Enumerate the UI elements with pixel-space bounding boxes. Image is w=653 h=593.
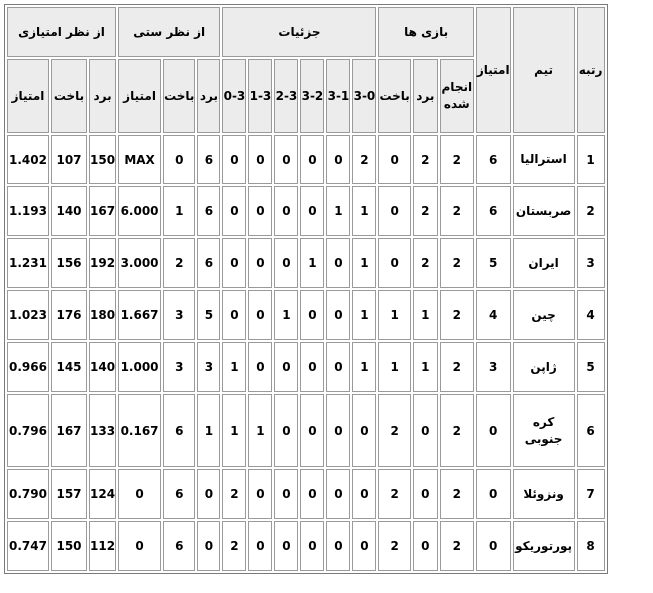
cell-pts-won: 140 (89, 342, 116, 392)
table-row (7, 394, 605, 467)
header-sets-lost: باخت (163, 59, 195, 133)
cell-score-3-2: 1 (300, 238, 324, 288)
cell-pts-lost: 150 (51, 521, 87, 571)
cell-pts-won: 150 (89, 135, 116, 184)
cell-sets-lost: 6 (163, 394, 195, 467)
cell-pts-ratio: 0.966 (7, 342, 49, 392)
cell-rank: 8 (577, 521, 605, 571)
header-score-1-3: 1-3 (248, 59, 272, 133)
cell-lost: 2 (378, 469, 410, 519)
header-sets: از نظر ستی (118, 7, 220, 57)
cell-pts-ratio: 0.790 (7, 469, 49, 519)
cell-score-3-2: 0 (300, 394, 324, 467)
cell-pts-ratio: 0.747 (7, 521, 49, 571)
table-row (7, 521, 605, 571)
cell-points: 5 (476, 238, 511, 288)
cell-sets-lost: 3 (163, 290, 195, 340)
cell-won: 1 (413, 342, 438, 392)
cell-points: 6 (476, 186, 511, 236)
header-rank: رتبه (577, 7, 605, 133)
cell-pts-ratio: 0.796 (7, 394, 49, 467)
cell-score-0-3: 1 (222, 394, 246, 467)
cell-score-3-1: 0 (326, 394, 350, 467)
cell-sets-ratio: 0 (118, 469, 161, 519)
cell-rank: 4 (577, 290, 605, 340)
table-row (7, 342, 605, 392)
cell-pts-ratio: 1.231 (7, 238, 49, 288)
cell-pts-lost: 145 (51, 342, 87, 392)
cell-sets-won: 1 (197, 394, 220, 467)
cell-team: چین (513, 290, 575, 340)
cell-score-3-0: 1 (352, 290, 376, 340)
cell-sets-won: 0 (197, 469, 220, 519)
cell-pts-ratio: 1.023 (7, 290, 49, 340)
cell-sets-ratio: 0 (118, 521, 161, 571)
cell-won: 2 (413, 186, 438, 236)
header-pts-ratio: امتیاز (7, 59, 49, 133)
cell-lost: 0 (378, 186, 410, 236)
cell-team: ایران (513, 238, 575, 288)
cell-score-1-3: 0 (248, 521, 272, 571)
header-lost: باخت (378, 59, 410, 133)
header-score-2-3: 2-3 (274, 59, 298, 133)
cell-team: پورتوریکو (513, 521, 575, 571)
cell-score-2-3: 0 (274, 186, 298, 236)
cell-pts-lost: 140 (51, 186, 87, 236)
cell-won: 0 (413, 521, 438, 571)
cell-score-3-2: 0 (300, 342, 324, 392)
cell-score-0-3: 1 (222, 342, 246, 392)
table-row (7, 469, 605, 519)
cell-lost: 1 (378, 290, 410, 340)
header-played: انجام شده (440, 59, 474, 133)
cell-played: 2 (440, 135, 474, 184)
cell-score-3-1: 0 (326, 521, 350, 571)
table-row (7, 186, 605, 236)
cell-pts-lost: 156 (51, 238, 87, 288)
cell-score-1-3: 0 (248, 135, 272, 184)
cell-pts-won: 192 (89, 238, 116, 288)
cell-score-3-2: 0 (300, 469, 324, 519)
cell-rank: 2 (577, 186, 605, 236)
cell-score-2-3: 0 (274, 394, 298, 467)
cell-score-3-1: 0 (326, 290, 350, 340)
cell-score-3-1: 0 (326, 469, 350, 519)
cell-score-0-3: 0 (222, 186, 246, 236)
cell-won: 0 (413, 469, 438, 519)
cell-sets-ratio: 0.167 (118, 394, 161, 467)
cell-sets-ratio: 6.000 (118, 186, 161, 236)
cell-sets-ratio: 3.000 (118, 238, 161, 288)
cell-score-3-2: 0 (300, 521, 324, 571)
cell-lost: 2 (378, 521, 410, 571)
header-sets-ratio: امتیاز (118, 59, 161, 133)
cell-sets-won: 0 (197, 521, 220, 571)
header-sets-won: برد (197, 59, 220, 133)
cell-pts-won: 112 (89, 521, 116, 571)
cell-rank: 6 (577, 394, 605, 467)
cell-score-2-3: 0 (274, 342, 298, 392)
cell-sets-lost: 2 (163, 238, 195, 288)
cell-score-3-1: 0 (326, 135, 350, 184)
cell-pts-won: 133 (89, 394, 116, 467)
cell-pts-won: 124 (89, 469, 116, 519)
header-score-3-1: 3-1 (326, 59, 350, 133)
table-row (7, 135, 605, 184)
cell-sets-won: 5 (197, 290, 220, 340)
cell-score-1-3: 1 (248, 394, 272, 467)
header-team: تیم (513, 7, 575, 133)
cell-pts-lost: 107 (51, 135, 87, 184)
cell-rank: 7 (577, 469, 605, 519)
table-row (7, 238, 605, 288)
cell-played: 2 (440, 238, 474, 288)
table-body (7, 135, 605, 571)
header-point-ratio: از نظر امتیازی (7, 7, 116, 57)
cell-won: 2 (413, 135, 438, 184)
header-score-3-0: 3-0 (352, 59, 376, 133)
cell-score-0-3: 0 (222, 290, 246, 340)
header-points: امتیاز (476, 7, 511, 133)
cell-team: صربستان (513, 186, 575, 236)
cell-sets-lost: 6 (163, 521, 195, 571)
cell-score-3-0: 0 (352, 521, 376, 571)
cell-score-1-3: 0 (248, 469, 272, 519)
cell-score-1-3: 0 (248, 238, 272, 288)
cell-team: استرالیا (513, 135, 575, 184)
header-pts-won: برد (89, 59, 116, 133)
cell-rank: 1 (577, 135, 605, 184)
header-won: برد (413, 59, 438, 133)
cell-pts-won: 167 (89, 186, 116, 236)
cell-score-0-3: 2 (222, 469, 246, 519)
cell-score-2-3: 0 (274, 135, 298, 184)
cell-pts-won: 180 (89, 290, 116, 340)
cell-pts-lost: 157 (51, 469, 87, 519)
cell-team: ونزوئلا (513, 469, 575, 519)
cell-lost: 0 (378, 238, 410, 288)
cell-played: 2 (440, 469, 474, 519)
cell-score-3-0: 1 (352, 342, 376, 392)
cell-score-3-1: 0 (326, 342, 350, 392)
cell-pts-ratio: 1.402 (7, 135, 49, 184)
cell-score-3-2: 0 (300, 290, 324, 340)
table-header (7, 7, 605, 133)
cell-score-2-3: 1 (274, 290, 298, 340)
cell-team: ژاپن (513, 342, 575, 392)
cell-sets-won: 6 (197, 135, 220, 184)
cell-lost: 0 (378, 135, 410, 184)
cell-sets-won: 6 (197, 238, 220, 288)
cell-pts-ratio: 1.193 (7, 186, 49, 236)
cell-pts-lost: 167 (51, 394, 87, 467)
cell-score-0-3: 0 (222, 135, 246, 184)
cell-score-3-0: 1 (352, 238, 376, 288)
cell-score-1-3: 0 (248, 186, 272, 236)
cell-played: 2 (440, 394, 474, 467)
cell-score-3-2: 0 (300, 186, 324, 236)
header-details: جزئیات (222, 7, 376, 57)
cell-score-3-1: 0 (326, 238, 350, 288)
header-score-3-2: 3-2 (300, 59, 324, 133)
cell-played: 2 (440, 521, 474, 571)
cell-score-3-1: 1 (326, 186, 350, 236)
cell-played: 2 (440, 342, 474, 392)
cell-score-0-3: 2 (222, 521, 246, 571)
cell-score-3-0: 0 (352, 394, 376, 467)
header-pts-lost: باخت (51, 59, 87, 133)
cell-sets-ratio: 1.667 (118, 290, 161, 340)
cell-points: 4 (476, 290, 511, 340)
cell-played: 2 (440, 290, 474, 340)
cell-sets-won: 3 (197, 342, 220, 392)
cell-won: 2 (413, 238, 438, 288)
cell-score-1-3: 0 (248, 342, 272, 392)
cell-score-0-3: 0 (222, 238, 246, 288)
cell-rank: 3 (577, 238, 605, 288)
cell-score-1-3: 0 (248, 290, 272, 340)
cell-lost: 2 (378, 394, 410, 467)
cell-sets-lost: 0 (163, 135, 195, 184)
cell-sets-ratio: 1.000 (118, 342, 161, 392)
cell-score-3-0: 2 (352, 135, 376, 184)
cell-sets-won: 6 (197, 186, 220, 236)
header-games: بازی ها (378, 7, 473, 57)
cell-score-3-0: 1 (352, 186, 376, 236)
cell-score-2-3: 0 (274, 521, 298, 571)
cell-rank: 5 (577, 342, 605, 392)
cell-score-3-2: 0 (300, 135, 324, 184)
cell-points: 6 (476, 135, 511, 184)
cell-lost: 1 (378, 342, 410, 392)
table-row (7, 290, 605, 340)
standings-table (4, 4, 608, 574)
cell-won: 0 (413, 394, 438, 467)
cell-won: 1 (413, 290, 438, 340)
cell-team: کره جنوبی (513, 394, 575, 467)
cell-played: 2 (440, 186, 474, 236)
cell-points: 0 (476, 394, 511, 467)
cell-points: 0 (476, 521, 511, 571)
cell-points: 0 (476, 469, 511, 519)
cell-sets-lost: 3 (163, 342, 195, 392)
cell-points: 3 (476, 342, 511, 392)
cell-sets-lost: 1 (163, 186, 195, 236)
cell-sets-ratio: MAX (118, 135, 161, 184)
cell-score-2-3: 0 (274, 469, 298, 519)
cell-pts-lost: 176 (51, 290, 87, 340)
cell-score-3-0: 0 (352, 469, 376, 519)
header-score-0-3: 0-3 (222, 59, 246, 133)
cell-score-2-3: 0 (274, 238, 298, 288)
cell-sets-lost: 6 (163, 469, 195, 519)
